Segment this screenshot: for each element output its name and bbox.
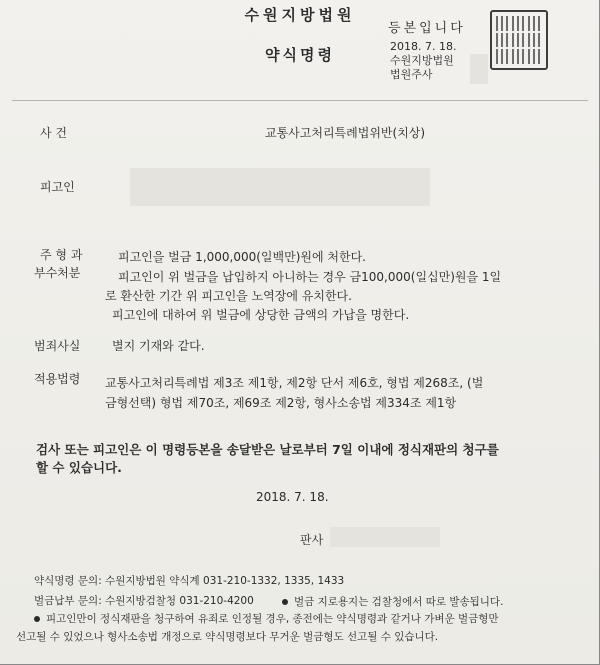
certifying-court: 수원지방법원 [390, 54, 454, 67]
sentence-line-2: 피고인이 위 벌금을 납입하지 아니하는 경우 금100,000(일십만)원을 1일 [118, 270, 502, 284]
appeal-notice-line-1: 검사 또는 피고인은 이 명령등본을 송달받은 날로부터 7일 이내에 정식재판의 청구를 [36, 442, 499, 457]
defendant-label: 피고인 [40, 180, 75, 194]
certifying-clerk-title: 법원주사 [390, 68, 433, 81]
appeal-notice-line-2: 할 수 있습니다. [36, 460, 122, 475]
document-title: 약식명령 [265, 46, 335, 64]
payment-note-text: 벌금 지로용지는 검찰청에서 따로 발송됩니다. [294, 596, 504, 608]
warning-line-1 [34, 611, 499, 626]
warning-line-1-text: 피고인만이 정식재판을 청구하여 유죄로 인정될 경우, 종전에는 약식명령과 같거나 가벼운 벌금형만 [46, 613, 499, 625]
court-seal-icon [490, 10, 548, 70]
case-value: 교통사고처리특례법위반(치상) [265, 126, 426, 140]
bullet-icon [282, 599, 288, 605]
certified-date: 2018. 7. 18. [390, 40, 457, 53]
issue-date: 2018. 7. 18. [256, 490, 329, 504]
bullet-icon [34, 616, 40, 622]
divider [12, 100, 588, 101]
warning-line-2: 선고될 수 있었으나 형사소송법 개정으로 약식명령보다 무거운 벌금형도 선고될 수 있습니다. [16, 631, 439, 643]
case-label: 사 건 [40, 126, 67, 140]
facts-label: 범죄사실 [34, 339, 81, 353]
sentence-label-line-1: 주 형 과 [40, 248, 83, 262]
redacted-defendant [130, 168, 430, 206]
redacted-area [470, 54, 488, 84]
facts-value: 별지 기재와 같다. [112, 339, 205, 353]
sentence-label-line-2: 부수처분 [34, 266, 81, 280]
redacted-judge-name [330, 527, 440, 547]
payment-note [282, 594, 503, 609]
judge-label: 판사 [300, 533, 324, 547]
payment-inquiry: 벌금납부 문의: 수원지방검찰청 031-210-4200 [34, 595, 254, 607]
sentence-line-1: 피고인을 벌금 1,000,000(일백만)원에 처한다. [118, 250, 366, 264]
certified-copy-label: 등본입니다 [388, 21, 466, 36]
laws-label: 적용법령 [34, 372, 81, 386]
sentence-line-3: 로 환산한 기간 위 피고인을 노역장에 유치한다. [105, 289, 352, 303]
laws-line-1: 교통사고처리특례법 제3조 제1항, 제2항 단서 제6호, 형법 제268조, (벌 [105, 376, 484, 390]
sentence-line-4: 피고인에 대하여 위 벌금에 상당한 금액의 가납을 명한다. [112, 308, 410, 322]
order-inquiry: 약식명령 문의: 수원지방법원 약식계 031-210-1332, 1335, 1433 [34, 575, 345, 587]
laws-line-2: 금형선택) 형법 제70조, 제69조 제2항, 형사소송법 제334조 제1항 [105, 396, 457, 410]
court-name: 수원지방법원 [244, 6, 356, 24]
